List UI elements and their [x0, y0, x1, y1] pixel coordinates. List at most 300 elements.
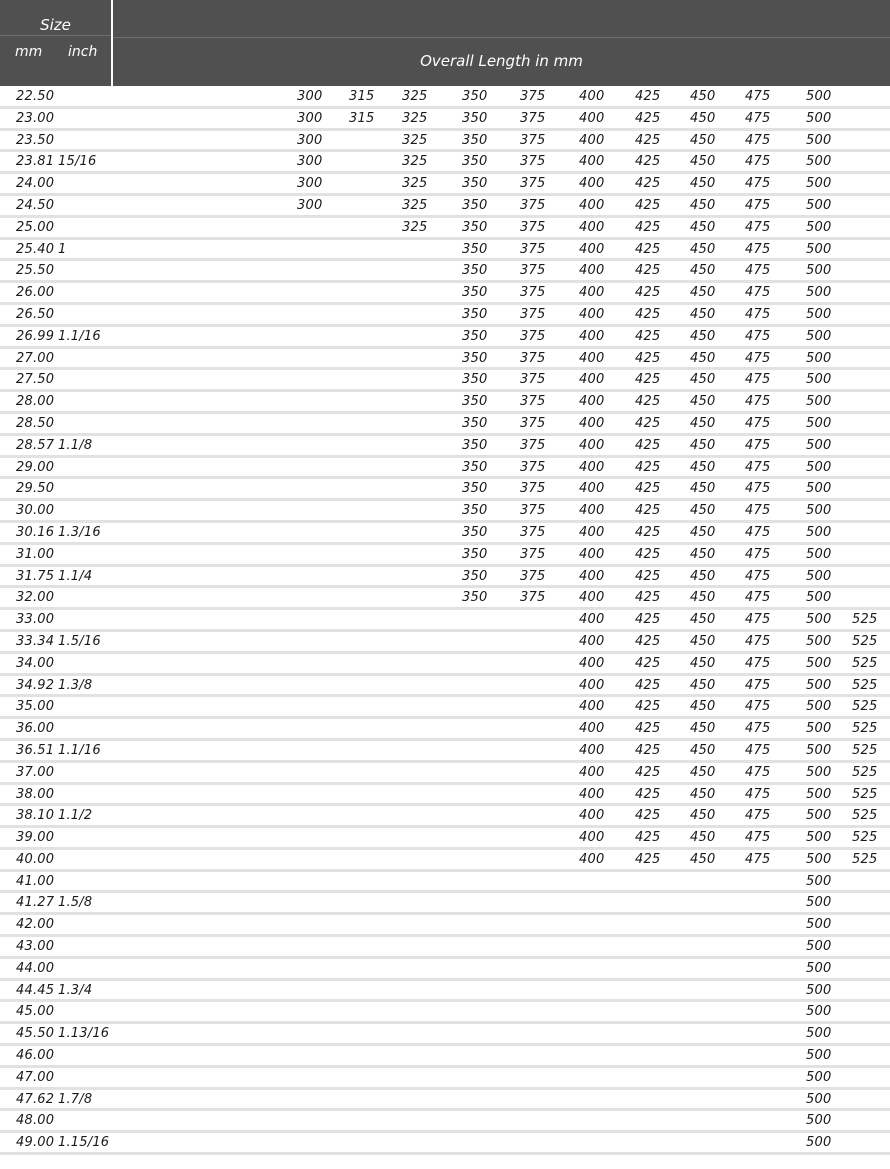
length-cell: 350 [462, 285, 488, 301]
length-cell: 400 [579, 568, 605, 584]
length-cell: 350 [462, 503, 488, 519]
table-row [0, 981, 890, 1003]
length-cell: 325 [402, 219, 428, 235]
length-cell: 500 [806, 285, 832, 301]
length-cell: 475 [745, 699, 771, 715]
size-mm-cell: 44.45 [16, 982, 55, 998]
length-cell: 475 [745, 633, 771, 649]
length-cell: 475 [745, 481, 771, 497]
length-cell: 500 [806, 1135, 832, 1151]
length-cell: 400 [579, 721, 605, 737]
length-cell: 350 [462, 568, 488, 584]
size-mm-cell: 31.75 [16, 568, 55, 584]
length-cell: 475 [745, 677, 771, 693]
length-cell: 400 [579, 241, 605, 257]
length-cell: 450 [690, 415, 716, 431]
table-row [0, 719, 890, 741]
length-cell: 400 [579, 394, 605, 410]
length-cell: 450 [690, 285, 716, 301]
length-cell: 400 [579, 851, 605, 867]
length-cell: 350 [462, 263, 488, 279]
table-row [0, 828, 890, 850]
length-cell: 315 [349, 89, 375, 104]
length-cell: 375 [520, 459, 546, 475]
size-mm-cell: 34.92 [16, 677, 55, 693]
length-cell: 475 [745, 590, 771, 606]
length-cell: 350 [462, 372, 488, 388]
length-cell: 475 [745, 372, 771, 388]
length-header-divider [113, 37, 890, 38]
length-cell: 375 [520, 437, 546, 453]
length-cell: 400 [579, 328, 605, 344]
length-cell: 500 [806, 699, 832, 715]
length-cell: 450 [690, 306, 716, 322]
length-cell: 350 [462, 459, 488, 475]
length-cell: 450 [690, 764, 716, 780]
length-cell: 375 [520, 568, 546, 584]
length-cell: 450 [690, 328, 716, 344]
length-cell: 375 [520, 394, 546, 410]
size-mm-cell: 45.00 [16, 1004, 55, 1020]
length-cell: 525 [852, 612, 878, 628]
length-cell: 475 [745, 110, 771, 126]
length-cell: 475 [745, 437, 771, 453]
length-cell: 350 [462, 394, 488, 410]
size-mm-cell: 38.00 [16, 786, 55, 802]
table-row [0, 806, 890, 828]
table-row [0, 174, 890, 196]
length-cell: 450 [690, 154, 716, 170]
table-row [0, 218, 890, 240]
length-cell: 500 [806, 939, 832, 955]
length-cell: 525 [852, 721, 878, 737]
length-cell: 500 [806, 677, 832, 693]
length-cell: 400 [579, 546, 605, 562]
length-cell: 425 [635, 590, 661, 606]
length-cell: 425 [635, 851, 661, 867]
length-cell: 425 [635, 241, 661, 257]
length-cell: 425 [635, 742, 661, 758]
table-row [0, 479, 890, 501]
size-mm-cell: 26.99 [16, 328, 55, 344]
length-cell: 425 [635, 830, 661, 846]
size-mm-cell: 47.62 [16, 1091, 55, 1107]
length-cell: 425 [635, 263, 661, 279]
length-cell: 475 [745, 350, 771, 366]
length-cell: 475 [745, 394, 771, 410]
size-mm-cell: 38.10 [16, 808, 55, 824]
length-cell: 425 [635, 721, 661, 737]
length-cell: 375 [520, 328, 546, 344]
length-cell: 425 [635, 481, 661, 497]
length-cell: 450 [690, 503, 716, 519]
table-row [0, 196, 890, 218]
inch-column-header: inch [68, 44, 98, 60]
length-cell: 500 [806, 546, 832, 562]
length-cell: 475 [745, 263, 771, 279]
length-cell: 475 [745, 328, 771, 344]
length-cell: 500 [806, 459, 832, 475]
size-mm-cell: 46.00 [16, 1048, 55, 1064]
length-cell: 375 [520, 590, 546, 606]
length-cell: 425 [635, 197, 661, 213]
length-cell: 450 [690, 655, 716, 671]
length-cell: 400 [579, 830, 605, 846]
table-header [0, 0, 890, 86]
length-cell: 500 [806, 568, 832, 584]
length-cell: 400 [579, 503, 605, 519]
size-mm-cell: 25.50 [16, 263, 55, 279]
length-cell: 400 [579, 154, 605, 170]
length-cell: 425 [635, 677, 661, 693]
length-cell: 375 [520, 241, 546, 257]
length-cell: 450 [690, 372, 716, 388]
size-inch-cell: 1.1/2 [58, 808, 93, 824]
length-cell: 350 [462, 197, 488, 213]
length-cell: 500 [806, 219, 832, 235]
table-row [0, 131, 890, 153]
size-mm-cell: 42.00 [16, 917, 55, 933]
table-row [0, 1133, 890, 1155]
table-row [0, 937, 890, 959]
length-cell: 525 [852, 830, 878, 846]
length-cell: 450 [690, 524, 716, 540]
table-row [0, 523, 890, 545]
length-cell: 425 [635, 459, 661, 475]
length-cell: 450 [690, 786, 716, 802]
length-cell: 450 [690, 742, 716, 758]
table-row [0, 152, 890, 174]
size-inch-cell: 1.3/16 [58, 524, 101, 540]
table-row [0, 283, 890, 305]
length-cell: 475 [745, 219, 771, 235]
length-cell: 375 [520, 306, 546, 322]
length-cell: 500 [806, 917, 832, 933]
length-cell: 450 [690, 263, 716, 279]
length-cell: 400 [579, 263, 605, 279]
length-cell: 500 [806, 1004, 832, 1020]
length-cell: 375 [520, 546, 546, 562]
length-cell: 425 [635, 808, 661, 824]
length-cell: 500 [806, 742, 832, 758]
length-cell: 450 [690, 612, 716, 628]
table-row [0, 1002, 890, 1024]
size-mm-cell: 29.50 [16, 481, 55, 497]
length-cell: 475 [745, 285, 771, 301]
length-cell: 400 [579, 197, 605, 213]
length-cell: 450 [690, 219, 716, 235]
length-cell: 500 [806, 415, 832, 431]
length-cell: 500 [806, 89, 832, 104]
length-cell: 500 [806, 197, 832, 213]
size-mm-cell: 31.00 [16, 546, 55, 562]
size-inch-cell: 1.1/4 [58, 568, 93, 584]
length-cell: 500 [806, 372, 832, 388]
length-cell: 300 [297, 132, 323, 148]
size-header-cell [0, 0, 113, 86]
length-cell: 325 [402, 197, 428, 213]
length-cell: 450 [690, 132, 716, 148]
length-cell: 400 [579, 677, 605, 693]
length-cell: 475 [745, 89, 771, 104]
length-cell: 500 [806, 633, 832, 649]
size-mm-cell: 30.00 [16, 503, 55, 519]
size-mm-cell: 41.00 [16, 873, 55, 889]
length-cell: 375 [520, 132, 546, 148]
length-cell: 500 [806, 176, 832, 192]
size-mm-cell: 36.00 [16, 721, 55, 737]
length-cell: 425 [635, 415, 661, 431]
length-cell: 425 [635, 503, 661, 519]
length-cell: 375 [520, 503, 546, 519]
length-cell: 500 [806, 786, 832, 802]
length-cell: 400 [579, 764, 605, 780]
size-inch-cell: 1.1/16 [58, 742, 101, 758]
length-cell: 525 [852, 764, 878, 780]
length-cell: 475 [745, 808, 771, 824]
size-mm-cell: 24.00 [16, 176, 55, 192]
length-cell: 500 [806, 524, 832, 540]
length-cell: 400 [579, 590, 605, 606]
length-cell: 500 [806, 328, 832, 344]
length-cell: 325 [402, 110, 428, 126]
table-row [0, 915, 890, 937]
length-cell: 450 [690, 481, 716, 497]
length-cell: 450 [690, 89, 716, 104]
size-inch-cell: 1 [58, 241, 67, 257]
length-cell: 450 [690, 677, 716, 693]
length-cell: 300 [297, 110, 323, 126]
length-cell: 450 [690, 830, 716, 846]
table-row [0, 763, 890, 785]
table-row [0, 785, 890, 807]
size-mm-cell: 40.00 [16, 851, 55, 867]
length-cell: 400 [579, 481, 605, 497]
length-cell: 525 [852, 742, 878, 758]
length-cell: 475 [745, 764, 771, 780]
size-mm-cell: 25.40 [16, 241, 55, 257]
length-cell: 375 [520, 285, 546, 301]
length-cell: 475 [745, 132, 771, 148]
length-cell: 500 [806, 851, 832, 867]
length-cell: 450 [690, 176, 716, 192]
length-cell: 525 [852, 677, 878, 693]
size-inch-cell: 1.15/16 [58, 1135, 110, 1151]
length-cell: 375 [520, 89, 546, 104]
length-cell: 525 [852, 808, 878, 824]
table-row [0, 850, 890, 872]
size-table-body [0, 87, 890, 1155]
size-mm-cell: 32.00 [16, 590, 55, 606]
length-cell: 425 [635, 132, 661, 148]
table-row [0, 327, 890, 349]
length-cell: 500 [806, 1069, 832, 1085]
length-cell: 475 [745, 415, 771, 431]
length-cell: 375 [520, 372, 546, 388]
length-cell: 400 [579, 350, 605, 366]
table-row [0, 1068, 890, 1090]
length-cell: 500 [806, 808, 832, 824]
length-cell: 450 [690, 699, 716, 715]
length-cell: 300 [297, 154, 323, 170]
length-cell: 350 [462, 524, 488, 540]
length-cell: 525 [852, 851, 878, 867]
size-mm-cell: 26.50 [16, 306, 55, 322]
length-cell: 500 [806, 132, 832, 148]
length-cell: 475 [745, 154, 771, 170]
size-mm-cell: 23.00 [16, 110, 55, 126]
table-row [0, 436, 890, 458]
overall-length-header: Overall Length in mm [420, 52, 583, 70]
length-cell: 475 [745, 830, 771, 846]
length-cell: 425 [635, 764, 661, 780]
table-row [0, 893, 890, 915]
length-cell: 500 [806, 830, 832, 846]
table-row [0, 392, 890, 414]
size-mm-cell: 28.57 [16, 437, 55, 453]
length-cell: 375 [520, 263, 546, 279]
size-inch-cell: 1.13/16 [58, 1026, 110, 1042]
length-cell: 450 [690, 241, 716, 257]
length-cell: 400 [579, 415, 605, 431]
size-mm-cell: 47.00 [16, 1069, 55, 1085]
length-cell: 400 [579, 176, 605, 192]
length-cell: 325 [402, 154, 428, 170]
length-cell: 400 [579, 89, 605, 104]
length-cell: 350 [462, 176, 488, 192]
size-mm-cell: 26.00 [16, 285, 55, 301]
length-cell: 325 [402, 89, 428, 104]
length-cell: 350 [462, 481, 488, 497]
size-mm-cell: 36.51 [16, 742, 55, 758]
length-cell: 375 [520, 154, 546, 170]
size-mm-cell: 44.00 [16, 960, 55, 976]
length-cell: 425 [635, 219, 661, 235]
table-row [0, 1111, 890, 1133]
length-cell: 450 [690, 197, 716, 213]
length-cell: 400 [579, 633, 605, 649]
length-cell: 500 [806, 350, 832, 366]
length-cell: 500 [806, 612, 832, 628]
size-mm-cell: 35.00 [16, 699, 55, 715]
length-cell: 325 [402, 132, 428, 148]
length-cell: 475 [745, 655, 771, 671]
length-cell: 425 [635, 110, 661, 126]
size-inch-cell: 1.5/8 [58, 895, 93, 911]
size-mm-cell: 39.00 [16, 830, 55, 846]
size-mm-cell: 48.00 [16, 1113, 55, 1129]
length-cell: 450 [690, 808, 716, 824]
length-cell: 400 [579, 524, 605, 540]
table-row [0, 1024, 890, 1046]
length-cell: 525 [852, 633, 878, 649]
length-cell: 425 [635, 306, 661, 322]
length-cell: 525 [852, 699, 878, 715]
size-header-divider [0, 35, 111, 36]
length-cell: 500 [806, 1048, 832, 1064]
size-mm-cell: 28.00 [16, 394, 55, 410]
length-cell: 350 [462, 350, 488, 366]
length-cell: 500 [806, 306, 832, 322]
size-mm-cell: 23.50 [16, 132, 55, 148]
length-cell: 475 [745, 851, 771, 867]
length-cell: 450 [690, 633, 716, 649]
size-inch-cell: 1.7/8 [58, 1091, 93, 1107]
size-mm-cell: 30.16 [16, 524, 55, 540]
length-cell: 350 [462, 328, 488, 344]
length-cell: 375 [520, 197, 546, 213]
size-mm-cell: 33.34 [16, 633, 55, 649]
length-cell: 475 [745, 786, 771, 802]
length-cell: 425 [635, 154, 661, 170]
length-cell: 400 [579, 110, 605, 126]
length-cell: 375 [520, 481, 546, 497]
length-cell: 475 [745, 742, 771, 758]
length-cell: 425 [635, 524, 661, 540]
length-cell: 425 [635, 372, 661, 388]
table-row [0, 414, 890, 436]
length-cell: 475 [745, 524, 771, 540]
length-cell: 325 [402, 176, 428, 192]
table-row [0, 109, 890, 131]
table-row [0, 697, 890, 719]
size-mm-cell: 41.27 [16, 895, 55, 911]
length-cell: 500 [806, 960, 832, 976]
length-cell: 350 [462, 110, 488, 126]
length-cell: 425 [635, 328, 661, 344]
length-cell: 375 [520, 524, 546, 540]
length-cell: 500 [806, 873, 832, 889]
length-cell: 425 [635, 655, 661, 671]
length-cell: 500 [806, 263, 832, 279]
size-mm-cell: 28.50 [16, 415, 55, 431]
size-mm-cell: 27.50 [16, 372, 55, 388]
size-inch-cell: 1.1/16 [58, 328, 101, 344]
size-mm-cell: 27.00 [16, 350, 55, 366]
table-row [0, 1046, 890, 1068]
length-cell: 425 [635, 633, 661, 649]
size-mm-cell: 37.00 [16, 764, 55, 780]
length-cell: 425 [635, 612, 661, 628]
table-row [0, 370, 890, 392]
table-row [0, 458, 890, 480]
length-cell: 400 [579, 808, 605, 824]
table-row [0, 676, 890, 698]
length-cell: 450 [690, 590, 716, 606]
table-row [0, 1090, 890, 1112]
length-cell: 450 [690, 546, 716, 562]
length-cell: 350 [462, 306, 488, 322]
table-row [0, 959, 890, 981]
size-mm-cell: 25.00 [16, 219, 55, 235]
length-cell: 475 [745, 546, 771, 562]
length-cell: 475 [745, 612, 771, 628]
length-cell: 450 [690, 568, 716, 584]
length-cell: 450 [690, 721, 716, 737]
length-cell: 500 [806, 895, 832, 911]
length-cell: 425 [635, 176, 661, 192]
table-row [0, 87, 890, 109]
length-cell: 400 [579, 612, 605, 628]
table-row [0, 545, 890, 567]
length-cell: 450 [690, 459, 716, 475]
length-cell: 400 [579, 372, 605, 388]
length-cell: 300 [297, 89, 323, 104]
length-cell: 400 [579, 306, 605, 322]
length-cell: 375 [520, 176, 546, 192]
length-cell: 500 [806, 394, 832, 410]
table-row [0, 501, 890, 523]
